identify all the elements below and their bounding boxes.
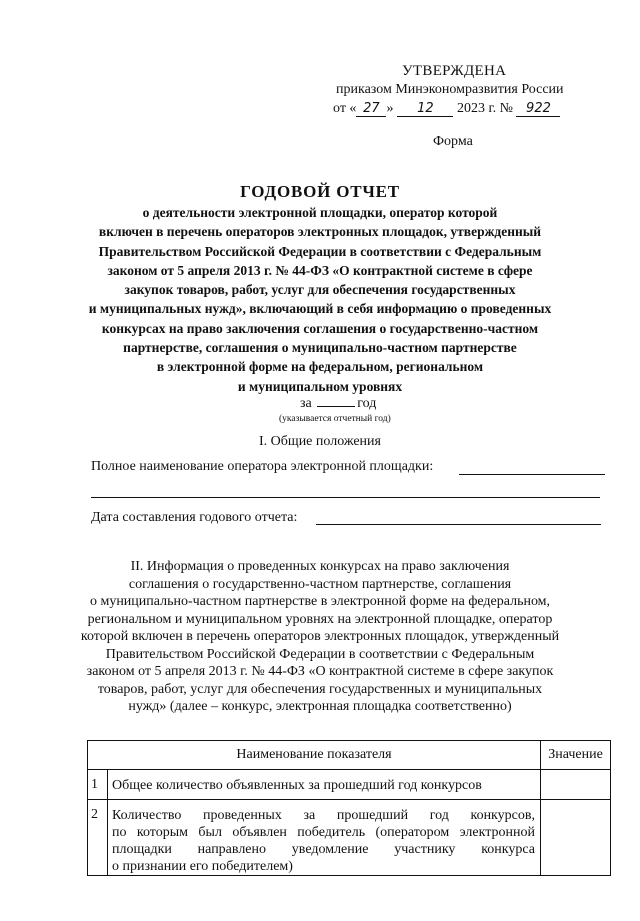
section2-line: региональном и муниципальном уровнях на электронной площадке, оператор: [87, 611, 553, 627]
year-note: (указывается отчетный год): [279, 414, 391, 424]
section2-line: соглашения о государственно-частном партнерстве, соглашения: [128, 576, 512, 592]
row-indicator-text: [108, 800, 541, 876]
subtitle-line: и муниципальном уровнях: [237, 378, 403, 394]
subtitle-line: конкурсах на право заключения соглашения о государственно-частном: [101, 320, 539, 336]
row-value-cell[interactable]: [541, 770, 611, 800]
table-row: [88, 800, 611, 876]
report-date-label: Дата составления годового отчета:: [91, 510, 298, 525]
indicators-table: [87, 740, 611, 876]
report-subtitle: [0, 203, 640, 396]
row-number: 2: [88, 800, 108, 876]
subtitle-line: о деятельности электронной площадки, оператор которой: [142, 205, 498, 220]
row-text-line: площадки направлено уведомление участнику конкурса: [112, 842, 535, 857]
approval-quote-close: »: [386, 101, 394, 116]
subtitle-line: Правительством Российской Федерации в соответствии с Федеральным: [98, 243, 542, 259]
subtitle-line: в электронной форме на федеральном, региональном: [156, 359, 484, 375]
approval-day-handwritten: 27: [356, 102, 386, 117]
section2-line: которой включен в перечень операторов электронных площадок, утвержденный: [80, 629, 560, 644]
approval-month-handwritten: 12: [397, 102, 453, 117]
approval-date-line: [333, 101, 560, 117]
subtitle-line: законом от 5 апреля 2013 г. № 44-ФЗ «О контрактной системе в сфере: [107, 262, 533, 278]
approval-stamp: [0, 0, 640, 160]
approval-number-handwritten: 922: [516, 102, 560, 117]
row-text-line: Количество проведенных за прошедший год конкурсов,: [112, 808, 535, 823]
section2-line: Правительством Российской Федерации в соответствии с Федеральным: [105, 646, 535, 662]
row-number: 1: [88, 770, 108, 800]
approval-title: УТВЕРЖДЕНА: [402, 63, 507, 79]
subtitle-line: и муниципальных нужд», включающий в себя информацию о проведенных: [88, 301, 552, 317]
section2-line: товаров, работ, услуг для обеспечения государственных и муниципальных: [97, 681, 543, 697]
header-value: Значение: [541, 741, 611, 770]
section2-line: нужд» (далее – конкурс, электронная площадка соответственно): [128, 699, 512, 714]
section2-line: законом от 5 апреля 2013 г. № 44-ФЗ «О контрактной системе в сфере закупок: [86, 664, 554, 679]
row-indicator-text: [108, 770, 541, 800]
approval-from-prefix: от «: [333, 101, 357, 116]
table-row: [88, 770, 611, 800]
report-date-blank[interactable]: [316, 524, 601, 525]
row-text-line: по которым был объявлен победитель (оператором электронной: [112, 825, 535, 840]
section2-line: о муниципально-частном партнерстве в электронной форме на федеральном,: [89, 594, 551, 609]
operator-name-label: Полное наименование оператора электронной площадки:: [91, 459, 434, 474]
subtitle-line: включен в перечень операторов электронных площадок, утвержденный: [98, 224, 542, 240]
row-value-cell[interactable]: [541, 800, 611, 876]
year-prefix: за: [300, 396, 312, 411]
table-header-row: [88, 741, 611, 770]
row-text-line: о признании его победителем): [112, 859, 293, 874]
header-indicator-name: Наименование показателя: [88, 741, 541, 770]
subtitle-line: партнерстве, соглашения о муниципально-частном партнерстве: [123, 340, 517, 356]
operator-name-blank-line2[interactable]: [91, 497, 600, 498]
approval-order-line: приказом Минэкономразвития России: [336, 82, 564, 97]
subtitle-line: закупок товаров, работ, услуг для обеспечения государственных: [124, 282, 516, 298]
operator-name-blank[interactable]: [459, 474, 605, 475]
year-blank-field[interactable]: [317, 406, 355, 407]
report-title: ГОДОВОЙ ОТЧЕТ: [240, 182, 400, 201]
section1-heading: I. Общие положения: [259, 434, 381, 449]
row-text-line: Общее количество объявленных за прошедший год конкурсов: [112, 778, 482, 793]
section2-heading: [0, 558, 640, 716]
form-label: Форма: [433, 134, 473, 149]
year-suffix: год: [357, 396, 377, 411]
approval-year-text: 2023 г. №: [456, 101, 513, 116]
section2-line: II. Информация о проведенных конкурсах на право заключения: [130, 559, 510, 574]
report-year-line: [300, 396, 376, 412]
